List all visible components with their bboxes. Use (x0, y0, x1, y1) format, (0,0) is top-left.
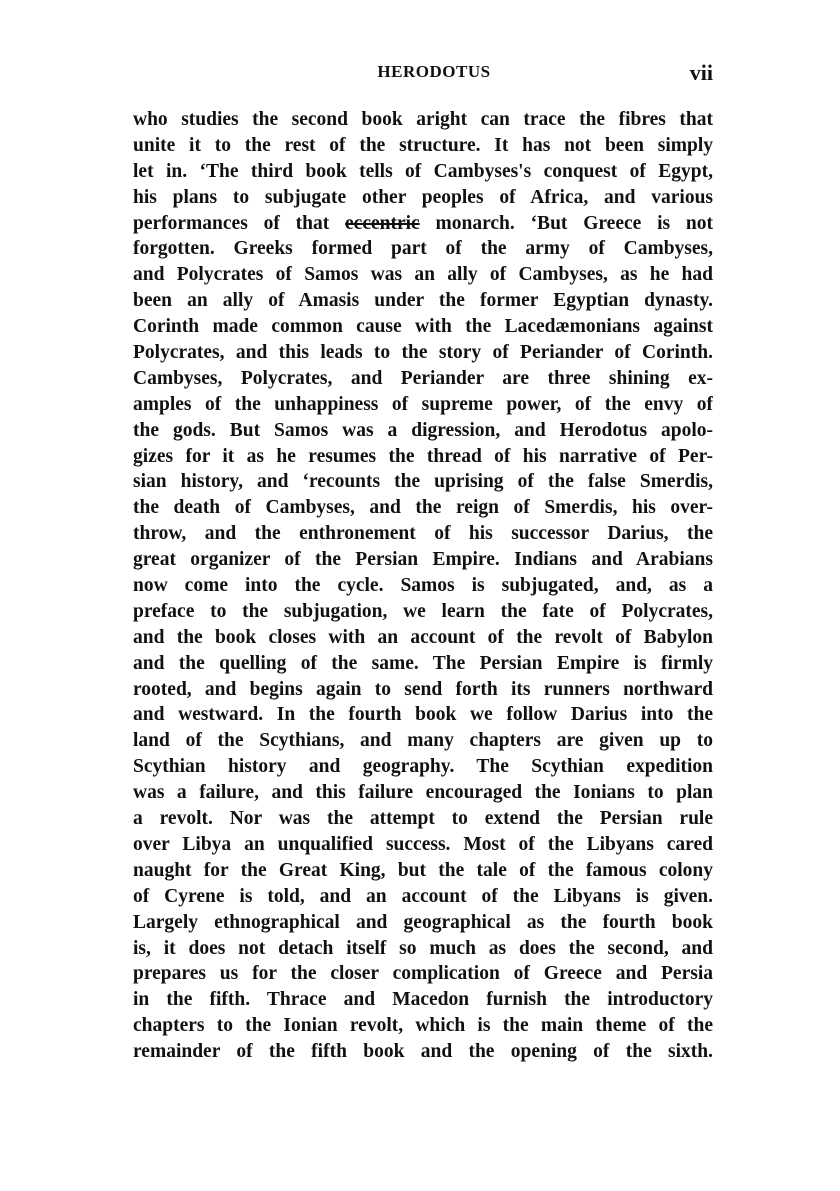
text-line-end: monarch. ‘But Greece is not (419, 212, 713, 234)
text-line: Largely ethnographical and geographical as the fourth book (133, 911, 713, 933)
text-line: the death of Cambyses, and the reign of Smerdis, his over- (133, 497, 713, 519)
text-line: a revolt. Nor was the attempt to extend the Persian rule (133, 808, 713, 830)
text-line: Cambyses, Polycrates, and Periander are three shining ex- (133, 367, 713, 389)
text-line: throw, and the enthronement of his successor Darius, the (133, 523, 713, 545)
text-line: rooted, and begins again to send forth its runners northward (133, 678, 713, 700)
text-line-start: performances of that (133, 212, 346, 234)
text-line: of Cyrene is told, and an account of the Libyans is given. (133, 885, 713, 907)
body-text (133, 107, 713, 1065)
text-line: his plans to subjugate other peoples of Africa, and various (133, 186, 713, 208)
text-line: is, it does not detach itself so much as does the second, and (133, 937, 713, 959)
text-line: in the fifth. Thrace and Macedon furnish the introductory (133, 989, 713, 1011)
text-line: forgotten. Greeks formed part of the army of Cambyses, (133, 238, 713, 260)
text-line: Corinth made common cause with the Lacedæmonians against (133, 316, 713, 338)
text-line: amples of the unhappiness of supreme power, of the envy of (133, 393, 713, 415)
struck-word: eccentric (345, 212, 420, 234)
text-line: chapters to the Ionian revolt, which is the main theme of the (133, 1015, 713, 1037)
text-line: naught for the Great King, but the tale of the famous colony (133, 859, 713, 881)
text-line: been an ally of Amasis under the former Egyptian dynasty. (133, 290, 713, 312)
text-line: great organizer of the Persian Empire. Indians and Arabians (133, 549, 713, 571)
text-line: the gods. But Samos was a digression, and Herodotus apolo- (133, 419, 713, 441)
text-line: and Polycrates of Samos was an ally of Cambyses, as he had (133, 264, 713, 286)
text-line: who studies the second book aright can trace the fibres that (133, 109, 713, 130)
text-line: prepares us for the closer complication of Greece and Persia (133, 963, 713, 985)
text-line: now come into the cycle. Samos is subjugated, and, as a (133, 575, 713, 597)
text-line: was a failure, and this failure encouraged the Ionians to plan (133, 782, 713, 804)
text-line: over Libya an unqualified success. Most of the Libyans cared (133, 833, 713, 855)
text-line: and westward. In the fourth book we follow Darius into the (133, 704, 713, 726)
running-head (133, 62, 713, 88)
text-line: remainder of the fifth book and the opening of the sixth. (133, 1041, 713, 1063)
text-line: gizes for it as he resumes the thread of his narrative of Per- (133, 445, 713, 467)
text-line: preface to the subjugation, we learn the fate of Polycrates, (133, 600, 713, 622)
text-line: Polycrates, and this leads to the story of Periander of Corinth. (133, 342, 713, 364)
text-line: and the quelling of the same. The Persian Empire is firmly (133, 652, 713, 674)
text-line: sian history, and ‘recounts the uprising of the false Smerdis, (133, 471, 713, 493)
running-title: HERODOTUS (377, 62, 491, 81)
text-line: Scythian history and geography. The Scythian expedition (133, 756, 713, 778)
text-line: and the book closes with an account of the revolt of Babylon (133, 626, 713, 648)
text-line (133, 211, 713, 237)
page-number: vii (689, 60, 713, 85)
text-line: let in. ‘The third book tells of Cambyses's conquest of Egypt, (133, 160, 713, 182)
text-line: unite it to the rest of the structure. It has not been simply (133, 134, 713, 156)
text-line: land of the Scythians, and many chapters are given up to (133, 730, 713, 752)
